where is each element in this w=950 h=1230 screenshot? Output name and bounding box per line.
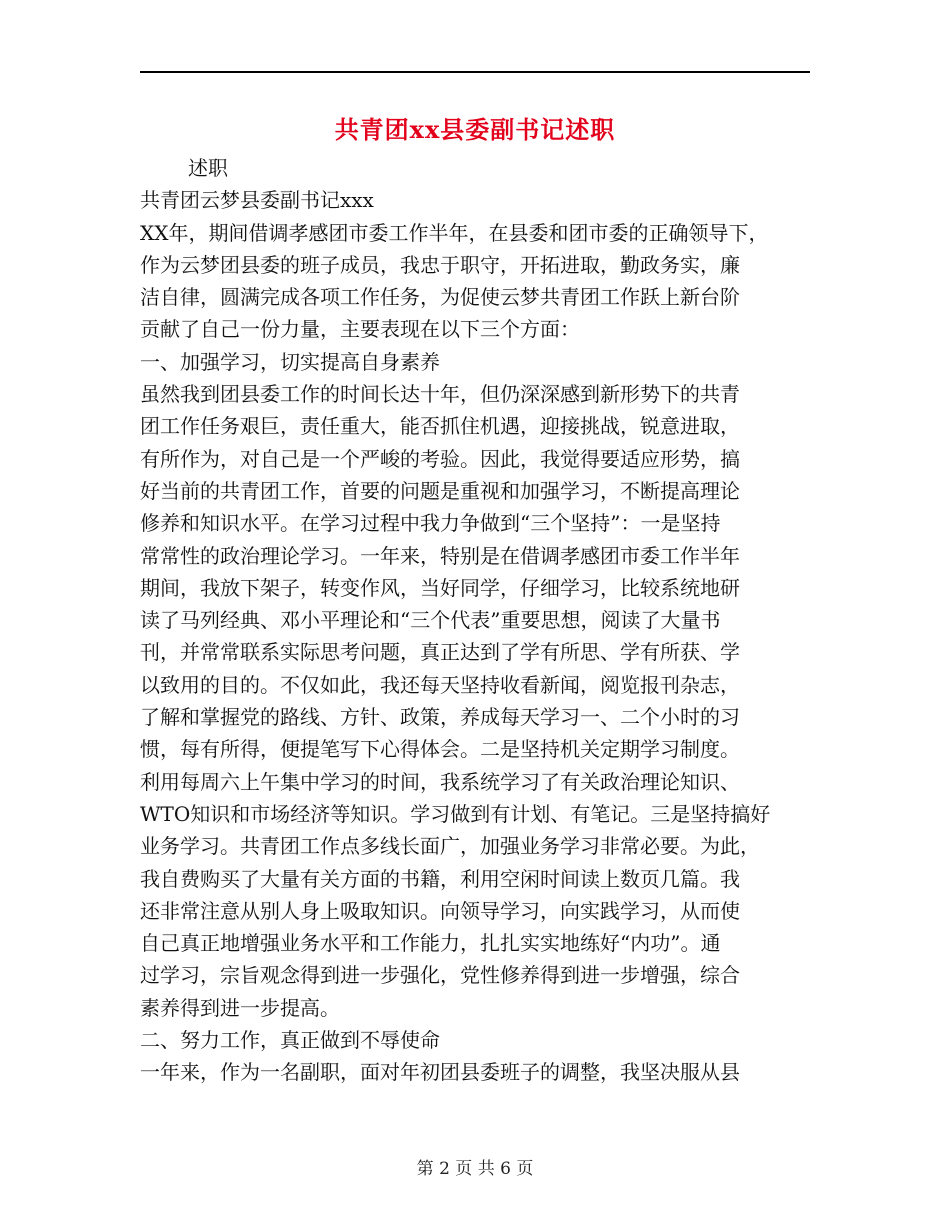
body-line: 过学习，宗旨观念得到进一步强化，党性修养得到进一步增强，综合 xyxy=(140,963,740,988)
body-line: 虽然我到团县委工作的时间长达十年，但仍深深感到新形势下的共青 xyxy=(140,382,740,407)
body-line: 贡献了自己一份力量，主要表现在以下三个方面： xyxy=(140,317,580,342)
body-line: 修养和知识水平。在学习过程中我力争做到“三个坚持”：一是坚持 xyxy=(140,511,721,536)
body-line-heading: 述职 xyxy=(188,156,228,180)
page-number: 第 2 页 共 6 页 xyxy=(416,1159,534,1179)
body-line: 读了马列经典、邓小平理论和“三个代表”重要思想，阅读了大量书 xyxy=(140,608,721,633)
body-line: XX年，期间借调孝感团市委工作半年，在县委和团市委的正确领导下， xyxy=(140,220,769,245)
section-heading-1: 一、加强学习，切实提高自身素养 xyxy=(140,349,440,374)
body-line: 好当前的共青团工作，首要的问题是重视和加强学习，不断提高理论 xyxy=(140,478,740,503)
body-line: 自己真正地增强业务水平和工作能力，扎扎实实地练好“内功”。通 xyxy=(140,931,721,956)
body-line: 以致用的目的。不仅如此，我还每天坚持收看新闻，阅览报刊杂志， xyxy=(140,672,740,697)
body-line: WTO知识和市场经济等知识。学习做到有计划、有笔记。三是坚持搞好 xyxy=(140,801,771,826)
body-line: 有所作为，对自己是一个严峻的考验。因此，我觉得要适应形势，搞 xyxy=(140,446,740,471)
body-line: 一年来，作为一名副职，面对年初团县委班子的调整，我坚决服从县 xyxy=(140,1060,740,1085)
body-line: 期间，我放下架子，转变作风，当好同学，仔细学习，比较系统地研 xyxy=(140,575,740,600)
header-rule xyxy=(140,71,810,73)
body-line: 刊，并常常联系实际思考问题，真正达到了学有所思、学有所获、学 xyxy=(140,640,740,665)
document-title: 共青团xx县委副书记述职 xyxy=(334,115,616,144)
body-line: 惯，每有所得，便提笔写下心得体会。二是坚持机关定期学习制度。 xyxy=(140,737,740,762)
section-heading-2: 二、努力工作，真正做到不辱使命 xyxy=(140,1028,440,1053)
document-body xyxy=(140,152,810,1089)
body-line: 作为云梦团县委的班子成员，我忠于职守，开拓进取，勤政务实，廉 xyxy=(140,252,740,277)
body-line: 业务学习。共青团工作点多线长面广，加强业务学习非常必要。为此， xyxy=(140,834,760,859)
body-line: 团工作任务艰巨，责任重大，能否抓住机遇，迎接挑战，锐意进取， xyxy=(140,414,740,439)
body-line: 洁自律，圆满完成各项工作任务，为促使云梦共青团工作跃上新台阶 xyxy=(140,285,740,310)
body-line: 常常性的政治理论学习。一年来，特别是在借调孝感团市委工作半年 xyxy=(140,543,740,568)
body-line: 我自费购买了大量有关方面的书籍，利用空闲时间读上数页几篇。我 xyxy=(140,866,740,891)
body-line: 了解和掌握党的路线、方针、政策，养成每天学习一、二个小时的习 xyxy=(140,705,740,730)
body-line-author: 共青团云梦县委副书记xxx xyxy=(140,188,374,213)
body-line: 还非常注意从别人身上吸取知识。向领导学习，向实践学习，从而使 xyxy=(140,898,740,923)
body-line: 利用每周六上午集中学习的时间，我系统学习了有关政治理论知识、 xyxy=(140,769,740,794)
body-line: 素养得到进一步提高。 xyxy=(140,995,340,1020)
